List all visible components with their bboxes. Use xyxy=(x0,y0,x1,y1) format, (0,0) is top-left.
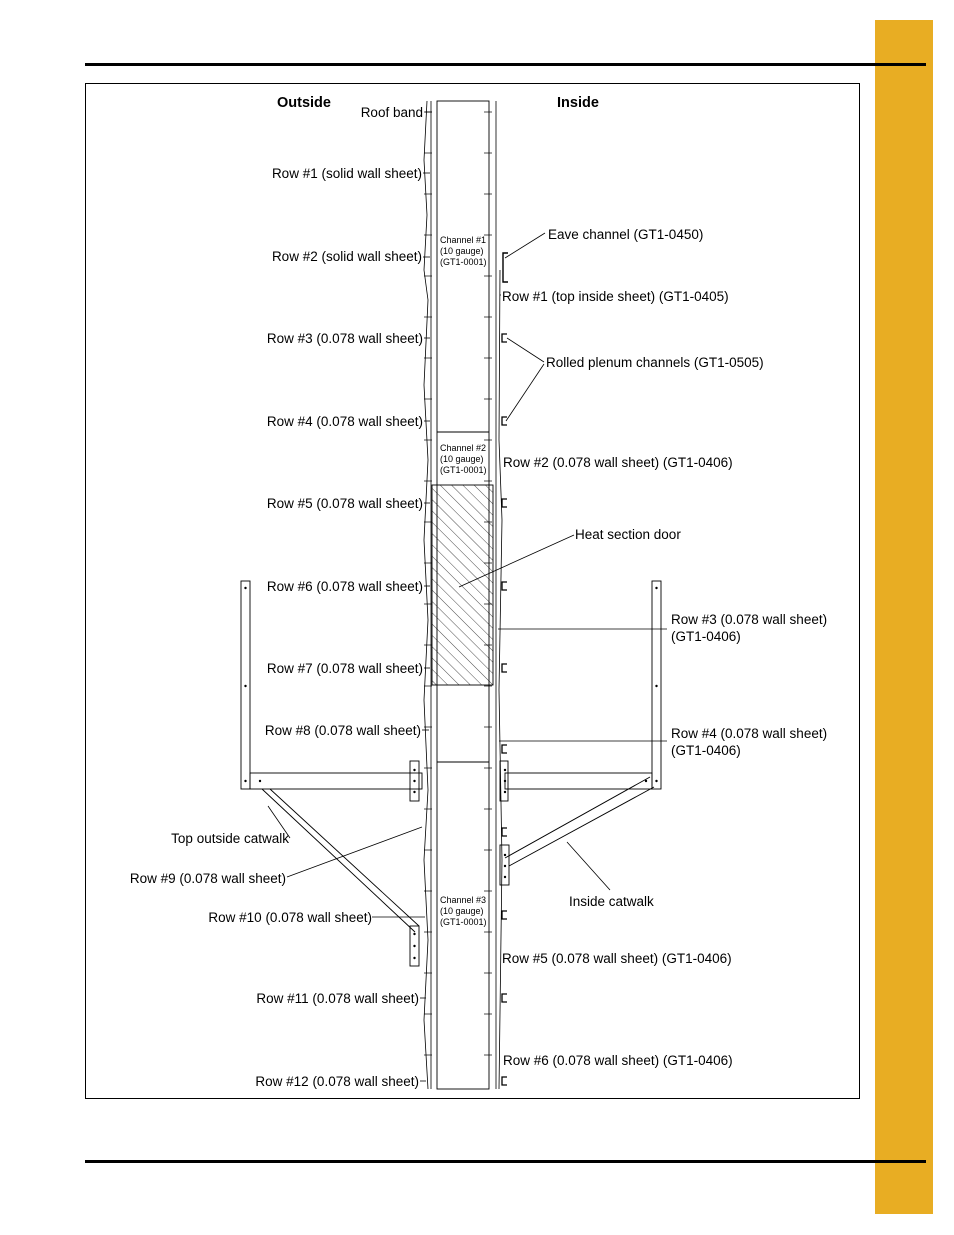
label-outside-row-1: Row #1 (solid wall sheet) xyxy=(271,166,422,181)
svg-text:(10 gauge): (10 gauge) xyxy=(440,246,484,256)
svg-text:Channel #3: Channel #3 xyxy=(440,895,487,905)
plenum-channel-shape xyxy=(502,994,507,1002)
label-eave-channel: Eave channel (GT1-0450) xyxy=(548,227,704,242)
channel-2-label xyxy=(440,443,487,475)
svg-text:(GT1-0001): (GT1-0001) xyxy=(440,257,487,267)
label-top-outside-catwalk: Top outside catwalk xyxy=(171,831,289,846)
plenum-channel-shape xyxy=(502,582,507,590)
channel-1-label xyxy=(440,235,487,267)
label-inside-row-2: Row #2 (0.078 wall sheet) (GT1-0406) xyxy=(503,455,733,470)
label-outside-row-5: Row #5 (0.078 wall sheet) xyxy=(266,496,423,511)
label-outside-row-3: Row #3 (0.078 wall sheet) xyxy=(266,331,423,346)
plenum-channel-shape xyxy=(502,334,507,342)
label-inside-row-1: Row #1 (top inside sheet) (GT1-0405) xyxy=(502,289,729,304)
inside-labels xyxy=(502,227,827,1068)
label-heat-section-door: Heat section door xyxy=(575,527,681,542)
outside-header: Outside xyxy=(277,95,331,111)
label-roof-band: Roof band xyxy=(360,105,423,120)
plenum-channel-shape xyxy=(502,664,507,672)
inside-header: Inside xyxy=(557,95,599,111)
label-outside-row-4: Row #4 (0.078 wall sheet) xyxy=(266,414,423,429)
top-outside-catwalk xyxy=(241,581,422,966)
plenum-channel-shape xyxy=(502,499,507,507)
label-inside-row-3: Row #3 (0.078 wall sheet) xyxy=(671,612,828,627)
svg-text:(GT1-0001): (GT1-0001) xyxy=(440,465,487,475)
label-outside-row-12: Row #12 (0.078 wall sheet) xyxy=(255,1074,419,1089)
label-inside-row-3-part: (GT1-0406) xyxy=(671,629,741,644)
label-inside-row-6: Row #6 (0.078 wall sheet) (GT1-0406) xyxy=(503,1053,733,1068)
inside-wall-sheets xyxy=(496,101,502,1089)
label-inside-row-4: Row #4 (0.078 wall sheet) xyxy=(671,726,828,741)
plenum-channel-shape xyxy=(502,828,507,836)
outside-labels xyxy=(130,105,423,1089)
label-rolled-plenum-channels: Rolled plenum channels (GT1-0505) xyxy=(546,355,764,370)
label-inside-row-4-part: (GT1-0406) xyxy=(671,743,741,758)
label-inside-row-5: Row #5 (0.078 wall sheet) (GT1-0406) xyxy=(502,951,732,966)
label-outside-row-6: Row #6 (0.078 wall sheet) xyxy=(266,579,423,594)
plenum-channel-shape xyxy=(502,911,507,919)
label-outside-row-2: Row #2 (solid wall sheet) xyxy=(271,249,422,264)
plenum-channel-shape xyxy=(502,745,507,753)
plenum-channel-shape xyxy=(502,1077,507,1085)
label-outside-row-10: Row #10 (0.078 wall sheet) xyxy=(208,910,372,925)
label-outside-row-11: Row #11 (0.078 wall sheet) xyxy=(256,991,419,1006)
svg-text:(GT1-0001): (GT1-0001) xyxy=(440,917,487,927)
plenum-channels xyxy=(502,334,507,1085)
inside-catwalk xyxy=(500,581,661,885)
label-outside-row-7: Row #7 (0.078 wall sheet) xyxy=(266,661,423,676)
svg-text:Channel #1: Channel #1 xyxy=(440,235,487,245)
label-outside-row-8: Row #8 (0.078 wall sheet) xyxy=(264,723,421,738)
outside-wall-sheets xyxy=(424,101,431,1089)
svg-text:(10 gauge): (10 gauge) xyxy=(440,906,484,916)
label-outside-row-9: Row #9 (0.078 wall sheet) xyxy=(129,871,286,886)
channel-3-label xyxy=(440,895,487,927)
svg-text:Channel #2: Channel #2 xyxy=(440,443,487,453)
svg-text:(10 gauge): (10 gauge) xyxy=(440,454,484,464)
inside-catwalk-bolts xyxy=(504,587,658,878)
label-inside-catwalk: Inside catwalk xyxy=(569,894,654,909)
